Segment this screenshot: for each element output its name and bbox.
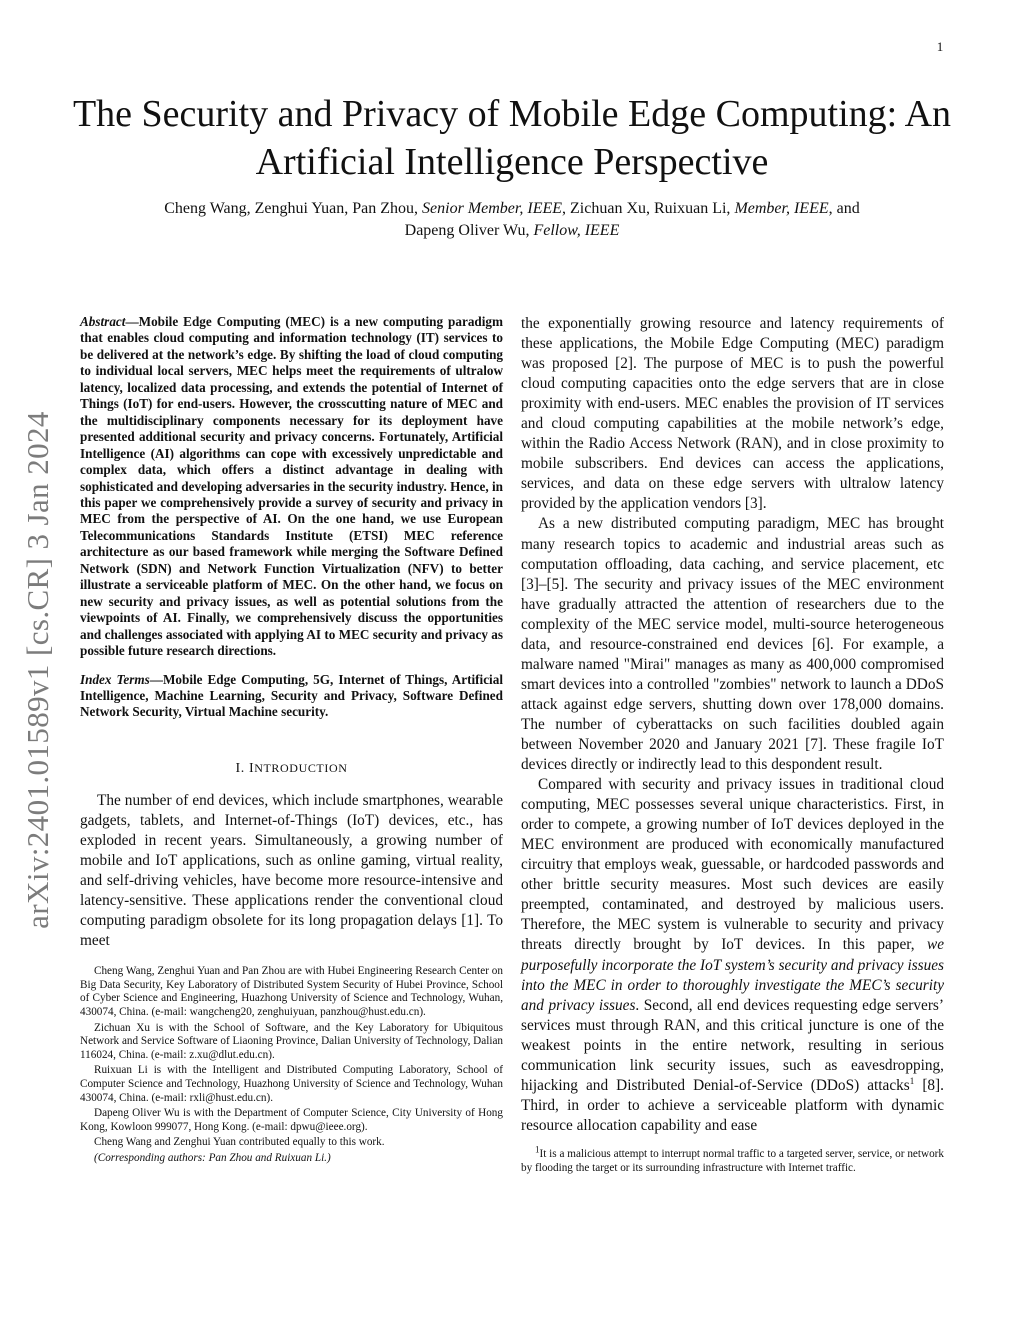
- section-heading-introduction: I. INTRODUCTION: [235, 760, 348, 776]
- arxiv-side-stamp: arXiv:2401.01589v1 [cs.CR] 3 Jan 2024: [20, 411, 55, 929]
- body-paragraph: the exponentially growing resource and latency requirements of these applications, the Mobile Edge Computing (MEC) paradigm was proposed [2]. The purpose of MEC is to push the powerful cloud computing capacities onto the edge servers that are in close proximity with end-users. MEC enables the provision of IT services and cloud computing capabilities at the mobile network’s edge, within the Radio Access Network (RAN), and in close proximity to mobile subscribers. End devices can access the applications, services, and data on these edge servers with ultralow latency provided by the application vendors [3].: [521, 315, 944, 513]
- footnote-text: It is a malicious attempt to interrupt normal traffic to a targeted server, service, or network by flooding the target or its surrounding infrastructure with Internet traffic.: [521, 1147, 944, 1174]
- footnote-marker: 1: [909, 1075, 915, 1086]
- paper-title: The Security and Privacy of Mobile Edge Computing: An Artificial Intelligence Perspective: [72, 93, 952, 183]
- body-paragraph: As a new distributed computing paradigm, MEC has brought many research topics to academic and industrial areas such as computation offloading, data caching, and service placement, etc [3]–[5]. The security and privacy issues of the MEC environment have gradually attracted the attention of researchers due to the complexity of the MEC service model, multi-source heterogeneous data, and resource-constrained end devices [6]. For example, a malware named "Mirai" manages as many as 400,000 compromised smart devices into a controlled "zombies" network to launch a DDoS attack against edge servers, shutting down over 178,000 domains. The number of cyberattacks on such facilities doubled again between November 2020 and January 2021 [7]. These fragile IoT devices directly or indirectly lead to this despondent result.: [521, 515, 944, 774]
- authors-part: , and: [828, 200, 860, 217]
- author-list: [60, 198, 964, 242]
- author-line-2: [60, 220, 964, 242]
- index-terms-text: —Mobile Edge Computing, 5G, Internet of Things, Artificial Intelligence, Machine Learning, Security and Privacy, Software Defined Network Security, Virtual Machine security.: [80, 671, 503, 720]
- left-column: [80, 314, 503, 1168]
- emphasized-text: we purposefully incorporate the IoT system’s security and privacy issues into the MEC in order to thoroughly investigate the MEC’s security and privacy issues: [521, 936, 944, 1014]
- page-number: 1: [936, 39, 944, 54]
- footnote-affiliation: Dapeng Oliver Wu is with the Department of Computer Science, City University of Hong Kong, Kowloon 999077, Hong Kong. (e-mail: dpwu@ieee.org).: [80, 1107, 503, 1133]
- footnote-affiliation: Cheng Wang, Zenghui Yuan and Pan Zhou are with Hubei Engineering Research Center on Big Data Security, Key Laboratory of Distributed System Security of Hubei Province, School of Cyber Science and Engineering, Huazhong University of Science and Technology, Wuhan, 430074, China. (e-mail: wangcheng20, zenghuiyuan, panzhou@hust.edu.cn).: [80, 965, 503, 1019]
- footnote-affiliation: Ruixuan Li is with the Intelligent and Distributed Computing Laboratory, School of Computer Science and Technology, Huazhong University of Science and Technology, Wuhan 430074, China. (e-mail: rxli@hust.edu.cn).: [80, 1064, 503, 1104]
- footnote-ddos: [521, 1144, 944, 1175]
- abstract: [80, 314, 503, 660]
- footnote-corresponding-authors: (Corresponding authors: Pan Zhou and Ruixuan Li.): [94, 1151, 331, 1164]
- abstract-label: Abstract: [80, 314, 126, 329]
- affiliation-grade: Senior Member, IEEE: [422, 200, 563, 217]
- authors-part: Dapeng Oliver Wu,: [404, 222, 534, 239]
- index-terms-label: Index Terms: [80, 671, 150, 687]
- index-terms: [80, 672, 503, 721]
- intro-paragraph: The number of end devices, which include smartphones, wearable gadgets, tablets, and Internet-of-Things (IoT) devices, etc., has exploded in recent years. Simultaneously, a growing number of mobile and IoT applications, such as online gaming, virtual reality, and self-driving vehicles, have become more resource-intensive and latency-sensitive. These applications render the conventional cloud computing paradigm obsolete for its long propagation delays [1]. To meet: [80, 791, 503, 950]
- footnote-marker: 1: [535, 1144, 540, 1155]
- affiliation-grade: Fellow, IEEE: [533, 222, 620, 239]
- footnote-equal-contribution: Cheng Wang and Zenghui Yuan contributed equally to this work.: [94, 1136, 385, 1149]
- authors-part: Cheng Wang, Zenghui Yuan, Pan Zhou,: [164, 200, 423, 217]
- right-column: [521, 314, 944, 1175]
- authors-part: , Zichuan Xu, Ruixuan Li,: [562, 200, 735, 217]
- body-paragraph: Compared with security and privacy issues in traditional cloud computing, MEC possesses several unique characteristics. First, in order to compete, a growing number of IoT devices deployed in the MEC environment are produced with economically manufactured circuitry that employs weak, guessable, or hardcoded passwords and other brittle security measures. Most such devices are easily preempted, contaminated, and destroyed by malicious users. Therefore, the MEC system is vulnerable to security and privacy threats directly brought by IoT devices. In this paper, we purposefully incorporate the IoT system’s security and privacy issues into the MEC in order to thoroughly investigate the MEC’s security and privacy issues. Second, all end devices requesting edge servers’ services must through RAN, and this critical juncture is one of the weakest points in the entire network, resulting in serious communication link security issues, such as eavesdropping, hijacking and Distributed Denial-of-Service (DDoS) attacks$^1$ [8]. Third, in order to achieve a serviceable platform with dynamic resource allocation capability and ease: [521, 776, 944, 1134]
- abstract-text: —Mobile Edge Computing (MEC) is a new computing paradigm that enables cloud computing and information technology (IT) services to be delivered at the network’s edge. By shifting the load of cloud computing to individual local servers, MEC helps meet the requirements of ultralow latency, localized data processing, and extends the potential of Internet of Things (IoT) for end-users. However, the crosscutting nature of MEC and the multidisciplinary components necessary for its deployment have presented additional security and privacy concerns. Fortunately, Artificial Intelligence (AI) algorithms can cope with excessively unpredictable and complex data, which offers a distinct advantage in dealing with sophisticated and developing adversaries in the security industry. Hence, in this paper we comprehensively provide a survey of security and privacy in MEC from the perspective of AI. On the one hand, we use European Telecommunications Standards Institute (ETSI) MEC reference architecture as our based framework while merging the Software Defined Network (SDN) and Network Function Virtualization (NFV) to better illustrate a serviceable platform of MEC. On the other hand, we focus on new security and privacy issues, as well as potential solutions from the viewpoints of AI. Finally, we comprehensively discuss the opportunities and challenges associated with applying AI to MEC security and privacy as possible future research directions.: [80, 314, 503, 659]
- footnote-affiliation: Zichuan Xu is with the School of Software, and the Key Laboratory for Ubiquitous Network and Service Software of Liaoning Province, Dalian University of Technology, Dalian 116024, China. (e-mail: z.xu@dlut.edu.cn).: [80, 1021, 503, 1061]
- author-line-1: [60, 198, 964, 220]
- affiliation-grade: Member, IEEE: [734, 200, 829, 217]
- author-footnotes: [80, 965, 503, 1165]
